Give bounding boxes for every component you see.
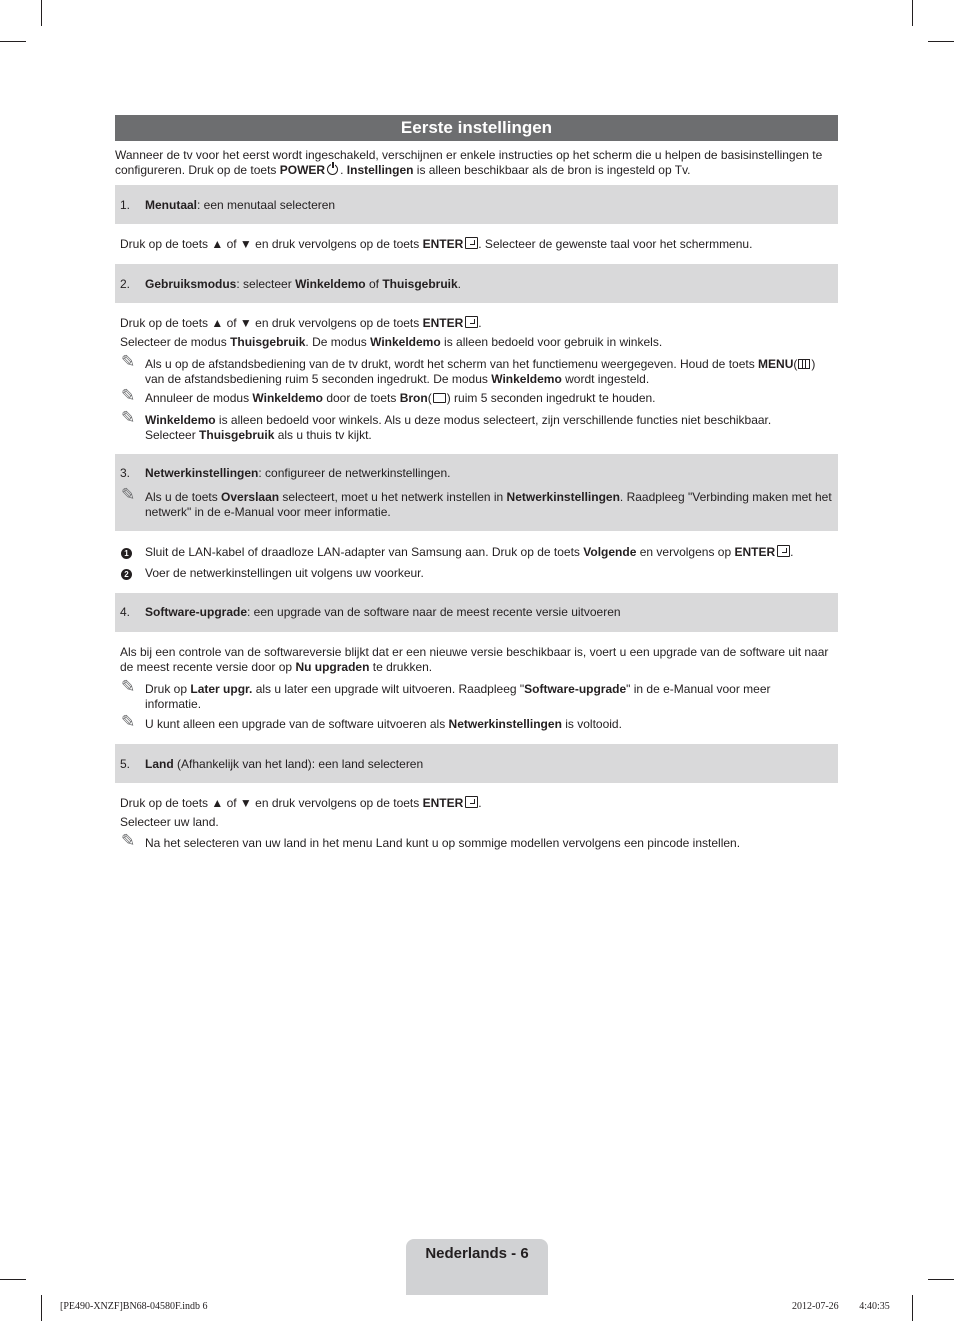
step-text: Voer de netwerkinstellingen uit volgens uw voorkeur.: [145, 566, 424, 580]
note-text: U kunt alleen een upgrade van de software uitvoeren als Netwerkinstellingen is voltooid.: [145, 717, 622, 731]
enter-icon: [465, 237, 478, 249]
section-title-netwerkinstellingen: Netwerkinstellingen: configureer de netwerkinstellingen.: [145, 466, 451, 480]
crop-mark: [41, 0, 42, 26]
section-number: 4.: [120, 605, 131, 619]
enter-icon: [465, 796, 478, 808]
note-text: Als u op de afstandsbediening van de tv drukt, wordt het scherm van het functiemenu weergegeven. Houd de toets MENU( ) van de afstandsbediening ruim 5 seconden ingedrukt. De modus Winkeldemo wordt ingesteld.: [145, 357, 816, 386]
section-number: 2.: [120, 277, 131, 291]
note-pencil-icon: ✎: [121, 831, 136, 850]
section-title-gebruiksmodus: Gebruiksmodus: selecteer Winkeldemo of Thuisgebruik.: [145, 277, 462, 291]
section-number: 1.: [120, 198, 131, 212]
enter-icon: [777, 545, 790, 557]
crop-mark: [912, 0, 913, 26]
note-pencil-icon: ✎: [121, 677, 136, 696]
crop-mark: [928, 41, 954, 42]
instruction-text: Druk op de toets ▲ of ▼ en druk vervolgens op de toets ENTER .: [120, 316, 482, 330]
crop-mark: [41, 1295, 42, 1321]
note-text: Winkeldemo is alleen bedoeld voor winkels. Als u deze modus selecteert, zijn verschillende functies niet beschikbaar. Selecteer Thuisgebruik als u thuis tv kijkt.: [145, 413, 772, 442]
crop-mark: [0, 41, 26, 42]
menu-icon: [798, 359, 810, 369]
step-number-2: 2: [121, 569, 132, 580]
note-text: Als u de toets Overslaan selecteert, moet u het netwerk instellen in Netwerkinstellingen. Raadpleeg "Verbinding maken met het netwerk" in de e-Manual voor meer informatie.: [145, 490, 832, 519]
note-pencil-icon: ✎: [121, 352, 136, 371]
source-icon: [433, 393, 446, 403]
step-text: Sluit de LAN-kabel of draadloze LAN-adapter van Samsung aan. Druk op de toets Volgende en vervolgens op ENTER .: [145, 545, 794, 559]
note-pencil-icon: ✎: [121, 386, 136, 405]
crop-mark: [912, 1295, 913, 1321]
note-pencil-icon: ✎: [121, 485, 136, 504]
note-pencil-icon: ✎: [121, 408, 136, 427]
note-text: Na het selecteren van uw land in het menu Land kunt u op sommige modellen vervolgens een pincode instellen.: [145, 836, 741, 850]
instruction-text: Selecteer uw land.: [120, 815, 219, 829]
note-pencil-icon: ✎: [121, 712, 136, 731]
note-text: Annuleer de modus Winkeldemo door de toets Bron( ) ruim 5 seconden ingedrukt te houden.: [145, 391, 656, 405]
footer-timestamp: 2012-07-26    4:40:35: [792, 1301, 890, 1312]
note-text: Druk op Later upgr. als u later een upgrade wilt uitvoeren. Raadpleeg "Software-upgrade" in de e-Manual voor meer informatie.: [145, 682, 771, 711]
instruction-text: Als bij een controle van de softwareversie blijkt dat er een nieuwe versie beschikbaar is, voert u een upgrade van de software uit naar de meest recente versie door op Nu upgraden te drukken.: [120, 645, 829, 674]
intro-paragraph: Wanneer de tv voor het eerst wordt ingeschakeld, verschijnen er enkele instructies op het scherm die u helpen de basisinstellingen te configureren. Druk op de toets POWER . Instellingen is alleen beschikbaar als de bron is ingesteld op Tv.: [115, 148, 823, 177]
section-title-land: Land (Afhankelijk van het land): een land selecteren: [145, 757, 424, 771]
section-title-software-upgrade: Software-upgrade: een upgrade van de software naar de meest recente versie uitvoeren: [145, 605, 621, 619]
section-number: 5.: [120, 757, 131, 771]
page-number-label: Nederlands - 6: [425, 1245, 529, 1262]
instruction-text: Druk op de toets ▲ of ▼ en druk vervolgens op de toets ENTER .: [120, 796, 482, 810]
power-icon: [327, 164, 338, 175]
step-number-1: 1: [121, 548, 132, 559]
instruction-text: Druk op de toets ▲ of ▼ en druk vervolgens op de toets ENTER . Selecteer de gewenste taal voor het schermmenu.: [120, 237, 753, 251]
page-title: Eerste instellingen: [115, 115, 838, 141]
instruction-text: Selecteer de modus Thuisgebruik. De modus Winkeldemo is alleen bedoeld voor gebruik in winkels.: [120, 335, 663, 349]
footer-file-info: [PE490-XNZF]BN68-04580F.indb 6: [60, 1301, 208, 1312]
enter-icon: [465, 316, 478, 328]
crop-mark: [0, 1279, 26, 1280]
crop-mark: [928, 1279, 954, 1280]
section-title-menutaal: Menutaal: een menutaal selecteren: [145, 198, 336, 212]
section-number: 3.: [120, 466, 131, 480]
